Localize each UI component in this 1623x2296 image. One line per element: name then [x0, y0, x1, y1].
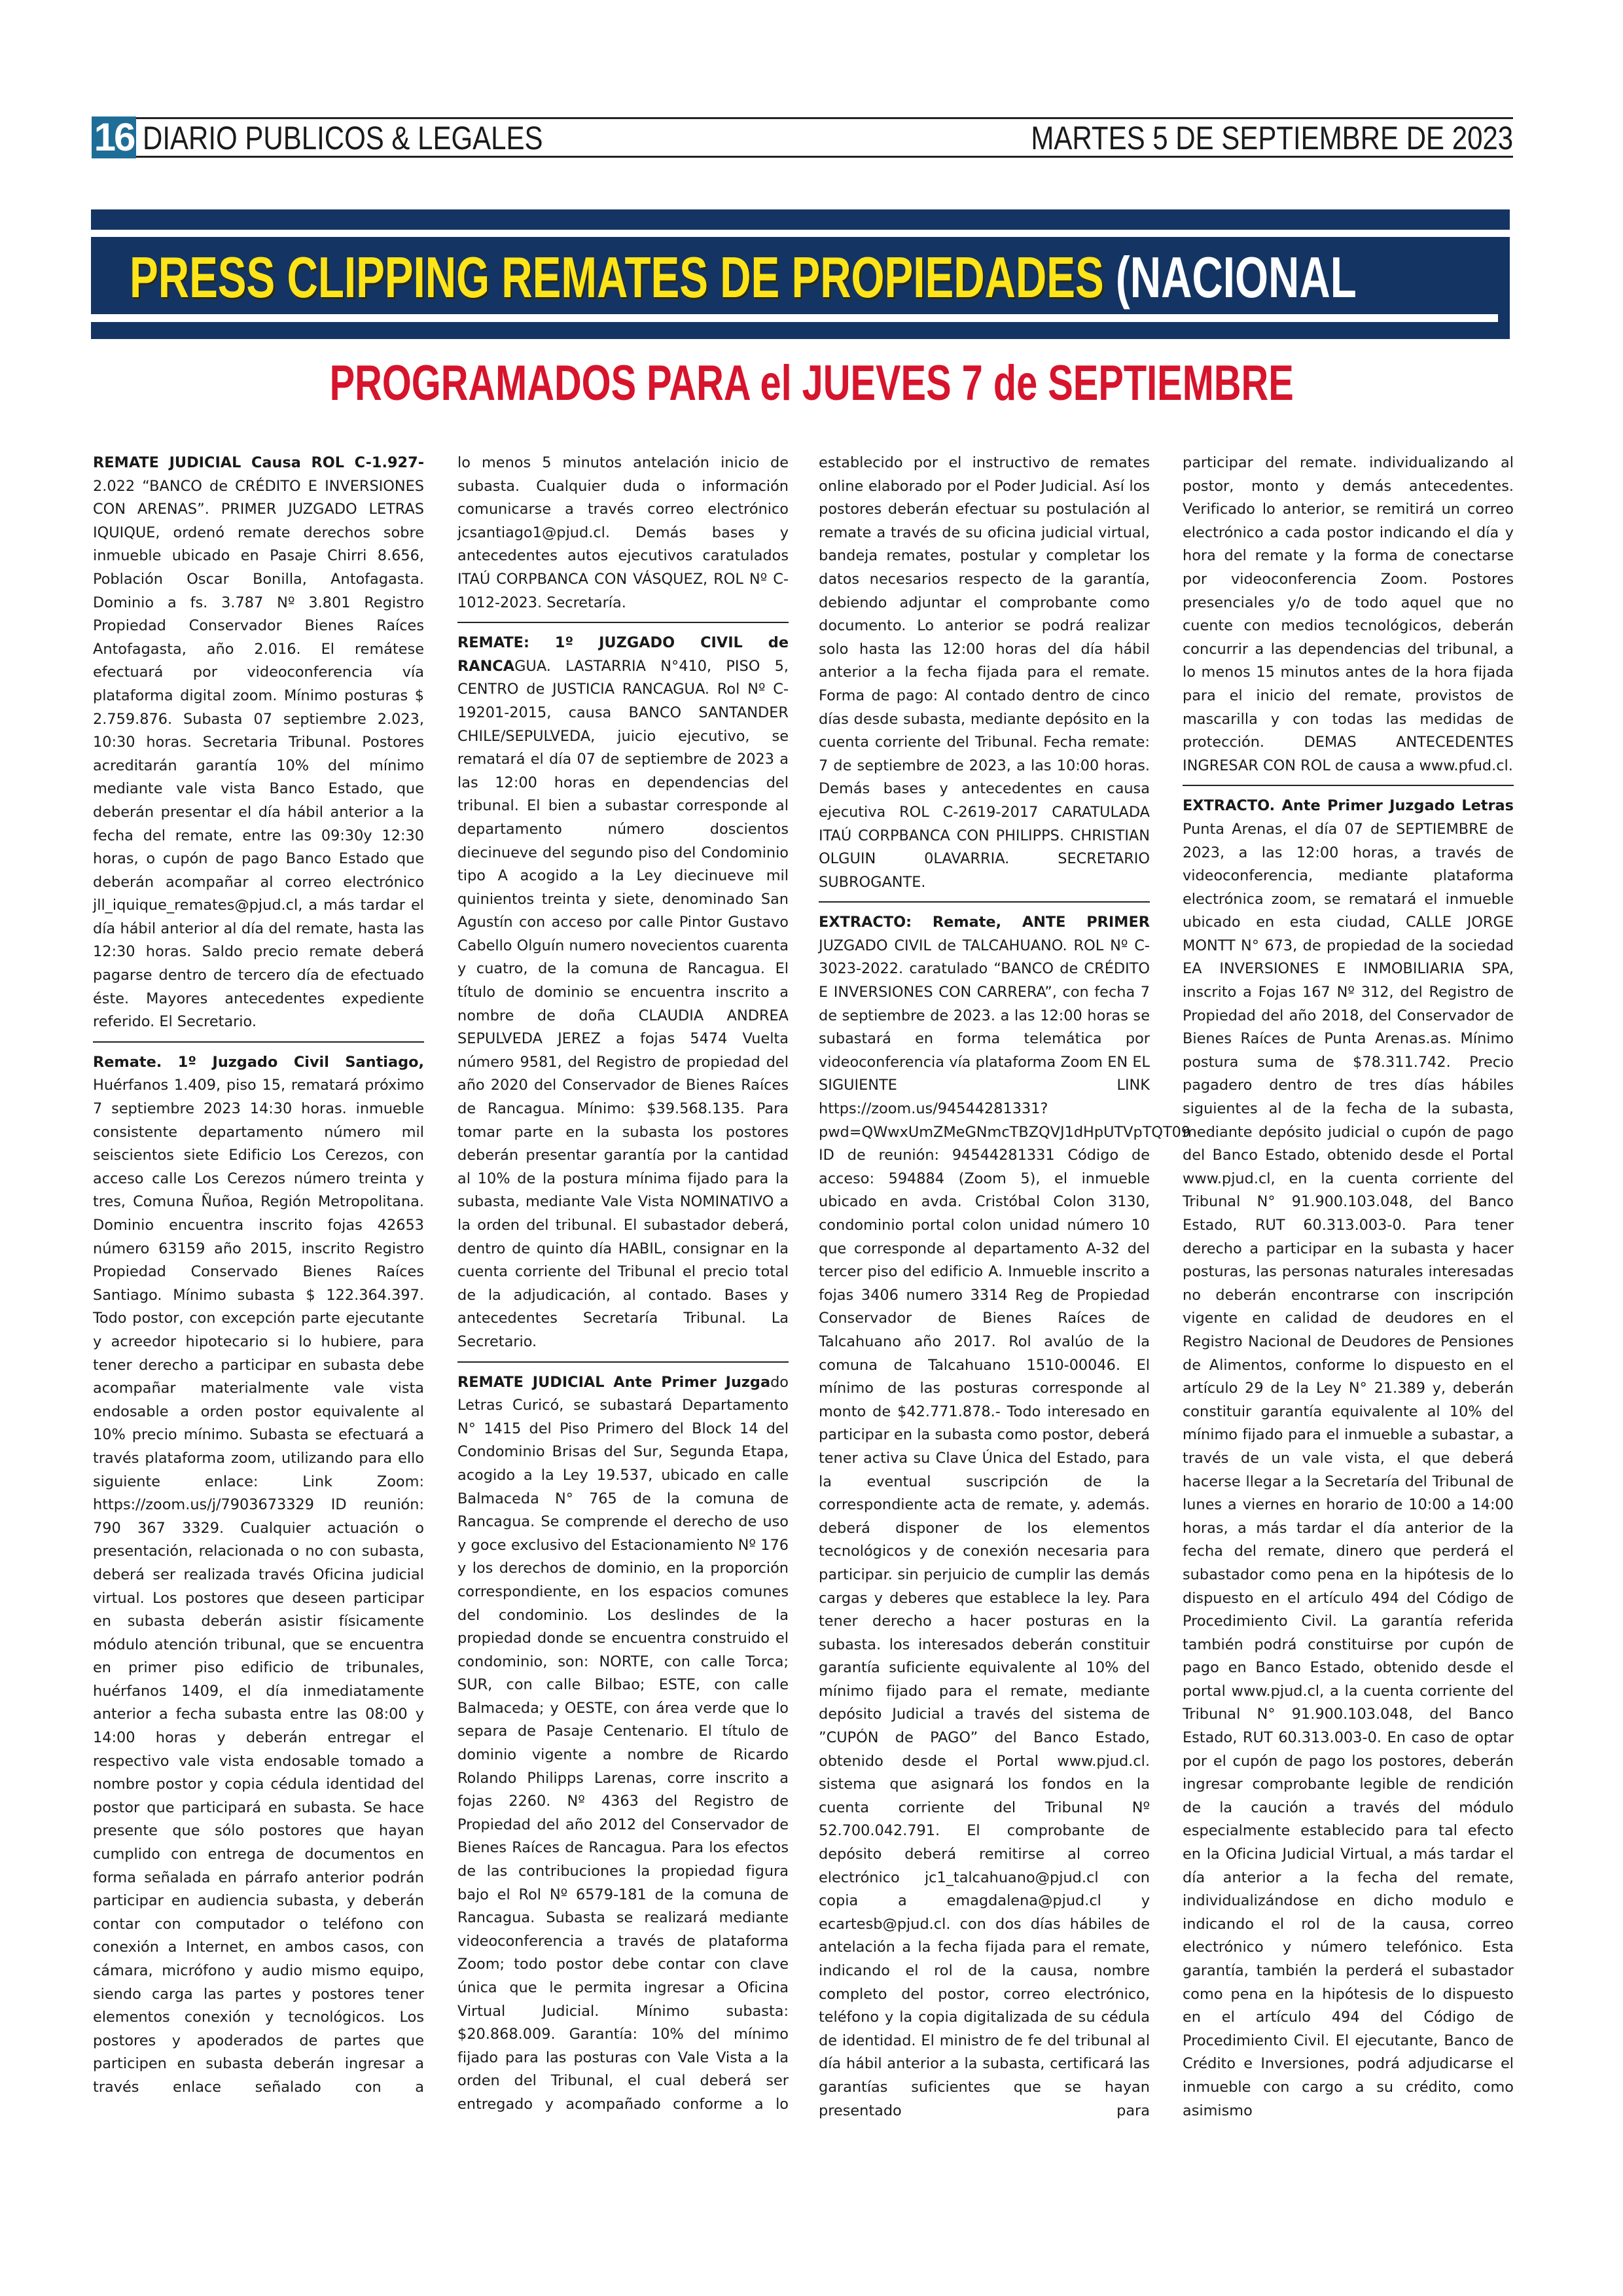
notice-extracto-talcahuano-continued [1183, 452, 1514, 778]
notice-separator [457, 1361, 789, 1363]
notice-extracto-talcahuano [819, 911, 1191, 2123]
notice-lead: Remate. 1º Juzgado Civil Santiago, [93, 1053, 424, 1071]
notice-separator [819, 901, 1150, 903]
header-rule-top [136, 117, 1513, 119]
notice-extracto-punta-arenas [1183, 795, 1514, 2123]
notice-separator [93, 1041, 424, 1043]
notice-body: Huérfanos 1.409, piso 15, rematará próximo 7 septiembre 2023 14:30 horas. inmueble consistente departamento número mil seiscientos siete Edificio Los Cerezos, con acceso calle Los Cerezos número treinta y tres, Comuna Ñuñoa, Región Metropolitana. Dominio encuentra inscrito fojas 42653 número 63159 año 2015, inscrito Registro Propiedad Conservado Bienes Raíces Santiago. Mínimo subasta $ 122.364.397. Todo postor, con excepción parte ejecutante y acreedor hipotecario si lo hubiere, para tener derecho a participar en subasta debe acompañar materialmente vale vista endosable a orden postor equivalente al 10% precio mínimo. Subasta se efectuará a través plataforma zoom, utilizando para ello siguiente enlace: Link Zoom: https://zoom.us/j/7903673329 ID reunión: 790 367 3329. Cualquier actuación o presentación, relacionada o no con subasta, deberá ser realizada través Oficina judicial virtual. Los postores que deseen participar en subasta deberán asistir físicamente módulo atención tribunal, que se encuentra en primer piso edificio de tribunales, huérfanos 1409, el día inmediatamente anterior a fecha subasta entre las 08:00 y 14:00 horas y deberán entregar el respectivo vale vista endosable tomado a nombre postor y copia cédula identidad del postor que participará en subasta. Se hace presente que sólo postores que hayan cumplido con entrega de documentos en forma señalada en párrafo anterior podrán participar en audiencia subasta, y deberán contar con computador o teléfono con conexión a Internet, en ambos casos, con cámara, micrófono y audio mismo equipo, siendo carga las partes y postores tener elementos conexión y tecnológicos. Los postores y apoderados de partes que participen en subasta deberán ingresar a través enlace señalado con a [93, 1077, 424, 2096]
column-1 [93, 452, 424, 2100]
column-2 [457, 452, 789, 2117]
notice-lead: REMATE JUDICIAL Ante Primer Juzga [457, 1373, 771, 1391]
banner-title-suffix: (NACIONAL [1115, 245, 1357, 310]
notice-lead: EXTRACTO: Remate, ANTE PRIMER [819, 914, 1150, 931]
notice-body: Punta Arenas, el día 07 de SEPTIEMBRE de 2023, a las 12:00 horas, a través de videoconferencia, mediante plataforma electrónica zoom, se rematará el inmueble ubicado en esta ciudad, CALLE JORGE MONTT N° 673, de propiedad de la sociedad EA INVERSIONES E INMOBILIARIA SPA, inscrito a Fojas 167 Nº 312, del Registro de Propiedad del año 2018, del Conservador de Bienes Raíces de Punta Arenas.as. Mínimo postura suma de $78.311.742. Precio pagadero dentro de tres días hábiles siguientes al de la fecha de la subasta, mediante depósito judicial o cupón de pago del Banco Estado, obtenido desde el Portal www.pjud.cl, en la cuenta corriente del Tribunal N° 91.900.103.048, del Banco Estado, RUT 60.313.003-0. Para tener derecho a participar en la subasta y hacer posturas, las personas naturales interesadas no deberán encontrarse con inscripción vigente en calidad de deudores en el Registro Nacional de Deudores de Pensiones de Alimentos, conforme lo dispuesto en el artículo 29 de la Ley N° 21.389 y, deberán constituir garantía equivalente al 10% del mínimo fijado para el inmueble a subastar, a través de un vale vista, el que deberá hacerse llegar a la Secretaría del Tribunal de lunes a viernes en horario de 10:00 a 14:00 horas, a más tardar el día anterior de la fecha del remate, dinero que perderá el subastador como pena en la hipótesis de lo dispuesto en el artículo 494 del Código de Procedimiento Civil. La garantía referida también podrá constituirse por cupón de pago en Banco Estado, obtenido desde el portal www.pjud.cl, a la cuenta corriente del Tribunal N° 91.900.103.048, del Banco Estado, RUT 60.313.003-0. En caso de optar por el cupón de pago los postores, deberán ingresar comprobante legible de rendición de la caución a través del módulo especialmente establecido para tal efecto en la Oficina Judicial Virtual, a más tardar el día anterior a la fecha del remate, individualizándose en dicho modulo e indicando el rol de la causa, correo electrónico y número telefónico. Esta garantía, también la perderá el subastador como pena en la hipótesis de lo dispuesto en el artículo 494 del Código de Procedimiento Civil. El ejecutante, Banco de Crédito e Inversiones, podrá adjudicarse el inmueble con cargo a su crédito, como asimismo [1183, 820, 1514, 2119]
notice-separator [1183, 785, 1514, 786]
notice-lead: EXTRACTO. Ante Primer Juzgado Letras [1183, 797, 1514, 815]
notice-remate-santiago-continued [457, 452, 789, 615]
notice-body: GUA. LASTARRIA N°410, PISO 5, CENTRO de JUSTICIA RANCAGUA. Rol Nº C-19201-2015, causa BANCO SANTANDER CHILE/SEPULVEDA, juicio ejecutivo, se rematará el día 07 de septiembre de 2023 a las 12:00 horas en dependencias del tribunal. El bien a subastar corresponde al departamento número doscientos diecinueve del segundo piso del Condominio tipo A acogido a la Ley diecinueve mil quinientos treinta y siete, denominado San Agustín con acceso por calle Pintor Gustavo Cabello Olguín numero novecientos cuarenta y cuatro, de la comuna de Rancagua. El título de dominio se encuentra inscrito a nombre de doña CLAUDIA ANDREA SEPULVEDA JEREZ a fojas 5474 Vuelta número 9581, del Registro de propiedad del año 2020 del Conservador de Bienes Raíces de Rancagua. Mínimo: $39.568.135. Para tomar parte en la subasta los postores deberán presentar garantía por la cantidad al 10% de la postura mínima fijado para la subasta, mediante Vale Vista NOMINATIVO a la orden del tribunal. El subastador deberá, dentro de quinto día HABIL, consignar en la cuenta corriente del Tribunal el precio total de la adjudicación, al contado. Bases y antecedentes Secretaría Tribunal. La Secretario. [457, 657, 789, 1350]
notice-body: lo menos 5 minutos antelación inicio de subasta. Cualquier duda o información comunicarse a través correo electrónico jcsantiago1@pjud.cl. Demás bases y antecedentes autos ejecutivos caratulados ITAÚ CORPBANCA CON VÁSQUEZ, ROL Nº C-1012-2023. Secretaría. [457, 454, 789, 611]
notice-body: establecido por el instructivo de remates online elaborado por el Poder Judicial. Así los postores deberán efectuar su postulación al remate a través de su oficina judicial virtual, bandeja remates, postular y completar los datos necesarios respecto de la garantía, debiendo adjuntar el comprobante como documento. Lo anterior se podrá realizar solo hasta las 12:00 horas del día hábil anterior a la fecha fijada para el remate. Forma de pago: Al contado dentro de cinco días desde subasta, mediante depósito en la cuenta corriente del Tribunal. Fecha remate: 7 de septiembre de 2023, a las 10:00 horas. Demás bases y antecedentes en causa ejecutiva ROL C-2619-2017 CARATULADA ITAÚ CORPBANCA CON PHILIPPS. CHRISTIAN OLGUIN 0LAVARRIA. SECRETARIO SUBROGANTE. [819, 454, 1150, 891]
banner-title-main: PRESS CLIPPING REMATES DE PROPIEDADES [130, 245, 1104, 310]
notice-lead: REMATE JUDICIAL Causa ROL C-1.927- [93, 454, 424, 471]
section-subtitle [0, 357, 1623, 410]
newspaper-name: DIARIO PUBLICOS & LEGALES [143, 120, 543, 156]
column-3 [819, 452, 1191, 2123]
notice-remate-rancagua [457, 632, 789, 1354]
notice-lead: REMATE: 1º JUZGADO CIVIL de RANCA [457, 634, 789, 675]
column-4 [1183, 452, 1514, 2123]
page-number-badge: 16 [92, 117, 136, 158]
banner-stripe-top [91, 209, 1510, 230]
notice-body: participar del remate. individualizando al postor, monto y demás antecedentes. Verificado lo anterior, se remitirá un correo electrónico a cada postor indicando el día y hora del remate y la forma de conectarse por videoconferencia Zoom. Postores presenciales y/o de todo aquel que no cuente con medios tecnológicos, deberán concurrir a las dependencias del tribunal, a lo menos 15 minutos antes de la hora fijada para el inicio del remate, provistos de mascarilla y con todas las medidas de protección. DEMAS ANTECEDENTES INGRESAR CON ROL de causa a www.pfud.cl. [1183, 454, 1514, 774]
section-subtitle-text: PROGRAMADOS PARA el JUEVES 7 de SEPTIEMBRE [329, 355, 1294, 411]
issue-date: MARTES 5 DE SEPTIEMBRE DE 2023 [1031, 120, 1513, 156]
notice-remate-santiago [93, 1051, 424, 2100]
banner-stripe-divider [91, 314, 1498, 322]
notice-remate-curico-continued [819, 452, 1150, 894]
banner-title [130, 245, 1357, 310]
notice-body: JUZGADO CIVIL de TALCAHUANO. ROL Nº C-3023-2022. caratulado “BANCO de CRÉDITO E INVERSIONES CON CARRERA”, con fecha 7 de septiembre de 2023. a las 12:00 horas se subastará en forma telemática por videoconferencia vía plataforma Zoom EN EL SIGUIENTE LINK https://zoom.us/94544281331?pwd=QWwxUmZMeGNmcTBZQVJ1dHpUTVpTQT09 ID de reunión: 94544281331 Código de acceso: 594884 (Zoom 5), el inmueble ubicado en avda. Cristóbal Colon 3130, condominio portal colon unidad número 10 que corresponde al departamento A-32 del tercer piso del edificio A. Inmueble inscrito a fojas 3406 numero 3314 Reg de Propiedad Conservador de Bienes Raíces de Talcahuano año 2017. Rol avalúo de la comuna de Talcahuano 1510-00046. El mínimo de las posturas corresponde al monto de $42.771.878.- Todo interesado en participar en la subasta como postor, deberá tener activa su Clave Única del Estado, para la eventual suscripción de la correspondiente acta de remate, y. además. deberá disponer de los elementos tecnológicos y de conexión necesaria para participar. sin perjuicio de cumplir las demás cargas y deberes que establece la ley. Para tener derecho a hacer posturas en la subasta. los interesados deberán constituir garantía suficiente equivalente al 10% del mínimo fijado para el remate, mediante depósito Judicial a través del sistema de ”CUPÓN de PAGO” del Banco Estado, obtenido desde el Portal www.pjud.cl. sistema que asignará los fondos en la cuenta corriente del Tribunal Nº 52.700.042.791. El comprobante de depósito deberá remitirse al correo electrónico jc1_talcahuano@pjud.cl con copia a emagdalena@pjud.cl y ecartesb@pjud.cl. con dos días hábiles de antelación a la fecha fijada para el remate, indicando el rol de la causa, nombre completo del postor, correo electrónico, teléfono y la copia digitalizada de su cédula de identidad. El ministro de fe del tribunal al día hábil anterior a la subasta, certificará las garantías suficientes que se hayan presentado para [819, 937, 1191, 2119]
notice-remate-curico [457, 1371, 789, 2117]
notice-body: 2.022 “BANCO de CRÉDITO E INVERSIONES CON ARENAS”. PRIMER JUZGADO LETRAS IQUIQUE, ordenó remate derechos sobre inmueble ubicado en Pasaje Chirri 8.656, Población Oscar Bonilla, Antofagasta. Dominio a fs. 3.787 Nº 3.801 Registro Propiedad Conservador Bienes Raíces Antofagasta, año 2.016. El remátese efectuará por videoconferencia vía plataforma digital zoom. Mínimo posturas $ 2.759.876. Subasta 07 septiembre 2.023, 10:30 horas. Secretaria Tribunal. Postores acreditarán garantía 10% del mínimo mediante vale vista Banco Estado, que deberán presentar el día hábil anterior a la fecha del remate, entre las 09:30y 12:30 horas, o cupón de pago Banco Estado que deberán acompañar al correo electrónico jll_iquique_remates@pjud.cl, a más tardar el día hábil anterior al día del remate, hasta las 12:30 horas. Saldo precio remate deberá pagarse dentro de tercero día de efectuado éste. Mayores antecedentes expediente referido. El Secretario. [93, 477, 424, 1031]
notice-remate-iquique [93, 452, 424, 1034]
notice-body: do Letras Curicó, se subastará Departamento N° 1415 del Piso Primero del Block 14 del Condominio Brisas del Sur, Segunda Etapa, acogido a la Ley 19.537, ubicado en calle Balmaceda N° 765 de la comuna de Rancagua. Se comprende el derecho de uso y goce exclusivo del Estacionamiento Nº 176 y los derechos de dominio, en la proporción correspondiente, en los espacios comunes del condominio. Los deslindes de la propiedad donde se encuentra construido el condominio, son: NORTE, con calle Torca; SUR, con calle Bilbao; ESTE, con calle Balmaceda; y OESTE, con área verde que lo separa de Pasaje Centenario. El título de dominio vigente a nombre de Ricardo Rolando Philipps Larenas, corre inscrito a fojas 2260. Nº 4363 del Registro de Propiedad del año 2012 del Conservador de Bienes Raíces de Rancagua. Para los efectos de las contribuciones la propiedad figura bajo el Rol Nº 6579-181 de la comuna de Rancagua. Subasta se realizará mediante videoconferencia a través de plataforma Zoom; todo postor debe contar con clave única que le permita ingresar a Oficina Virtual Judicial. Mínimo subasta: $20.868.009. Garantía: 10% del mínimo fijado para las posturas con Vale Vista a la orden del Tribunal, el cual deberá ser entregado y acompañado conforme a lo [457, 1373, 789, 2113]
notice-separator [457, 622, 789, 623]
